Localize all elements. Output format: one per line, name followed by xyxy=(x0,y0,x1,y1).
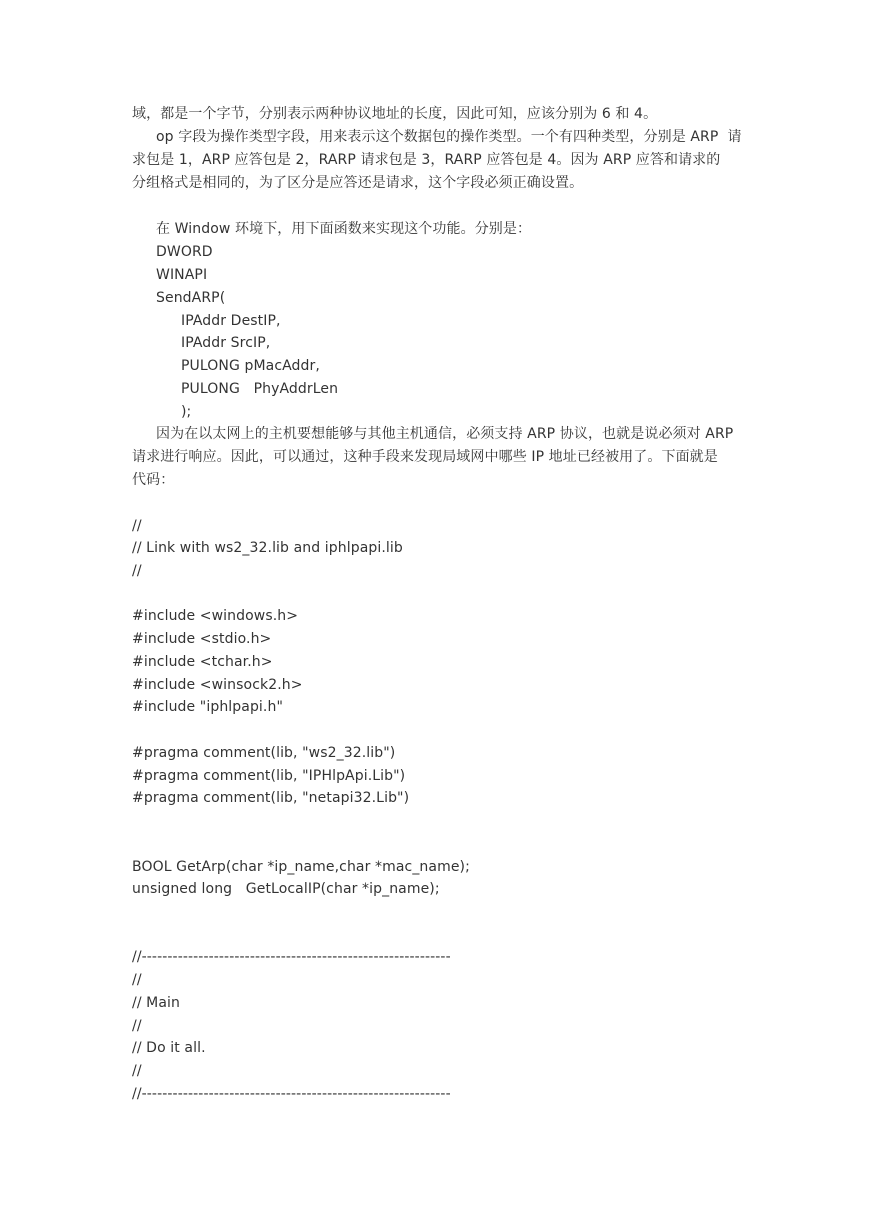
text-line: 代码： xyxy=(132,472,175,488)
code-line: #include <windows.h> xyxy=(132,608,299,624)
code-line: //------------------------------------------------------------ xyxy=(132,1086,451,1102)
code-line: #include "iphlpapi.h" xyxy=(132,699,283,715)
code-line: // Link with ws2_32.lib and iphlpapi.lib xyxy=(132,540,403,556)
code-line: // xyxy=(132,1063,142,1079)
code-line: unsigned long GetLocalIP(char *ip_name); xyxy=(132,881,440,897)
code-line: #pragma comment(lib, "ws2_32.lib") xyxy=(132,745,396,761)
code-line: SendARP( xyxy=(156,290,226,306)
text-line: op 字段为操作类型字段，用来表示这个数据包的操作类型。一个有四种类型，分别是 ARP 请 xyxy=(156,129,742,145)
text-line: 求包是 1，ARP 应答包是 2，RARP 请求包是 3，RARP 应答包是 4。因为 ARP 应答和请求的 xyxy=(132,152,721,168)
text-line: 在 Window 环境下，用下面函数来实现这个功能。分别是： xyxy=(156,221,532,237)
text-line: 因为在以太网上的主机要想能够与其他主机通信，必须支持 ARP 协议，也就是说必须对 ARP xyxy=(156,426,734,442)
code-line: PULONG pMacAddr, xyxy=(181,358,320,374)
code-line: #pragma comment(lib, "netapi32.Lib") xyxy=(132,790,410,806)
code-line: #include <stdio.h> xyxy=(132,631,272,647)
code-line: // Main xyxy=(132,995,181,1011)
code-line: ); xyxy=(181,404,192,420)
code-line: PULONG PhyAddrLen xyxy=(181,381,339,397)
code-line: IPAddr SrcIP, xyxy=(181,335,271,351)
code-line: #include <tchar.h> xyxy=(132,654,273,670)
code-line: WINAPI xyxy=(156,267,208,283)
code-line: // Do it all. xyxy=(132,1040,206,1056)
code-line: // xyxy=(132,1018,142,1034)
code-line: DWORD xyxy=(156,244,213,260)
code-line: // xyxy=(132,563,142,579)
text-line: 域，都是一个字节，分别表示两种协议地址的长度，因此可知，应该分别为 6 和 4。 xyxy=(132,106,658,122)
code-line: #pragma comment(lib, "IPHlpApi.Lib") xyxy=(132,768,406,784)
code-line: BOOL GetArp(char *ip_name,char *mac_name); xyxy=(132,859,470,875)
code-line: #include <winsock2.h> xyxy=(132,677,303,693)
code-line: // xyxy=(132,972,142,988)
code-line: IPAddr DestIP, xyxy=(181,313,281,329)
text-line: 请求进行响应。因此，可以通过，这种手段来发现局域网中哪些 IP 地址已经被用了。下面就是 xyxy=(132,449,718,465)
text-line: 分组格式是相同的，为了区分是应答还是请求，这个字段必须正确设置。 xyxy=(132,175,584,191)
code-line: // xyxy=(132,518,142,534)
code-line: //------------------------------------------------------------ xyxy=(132,949,451,965)
